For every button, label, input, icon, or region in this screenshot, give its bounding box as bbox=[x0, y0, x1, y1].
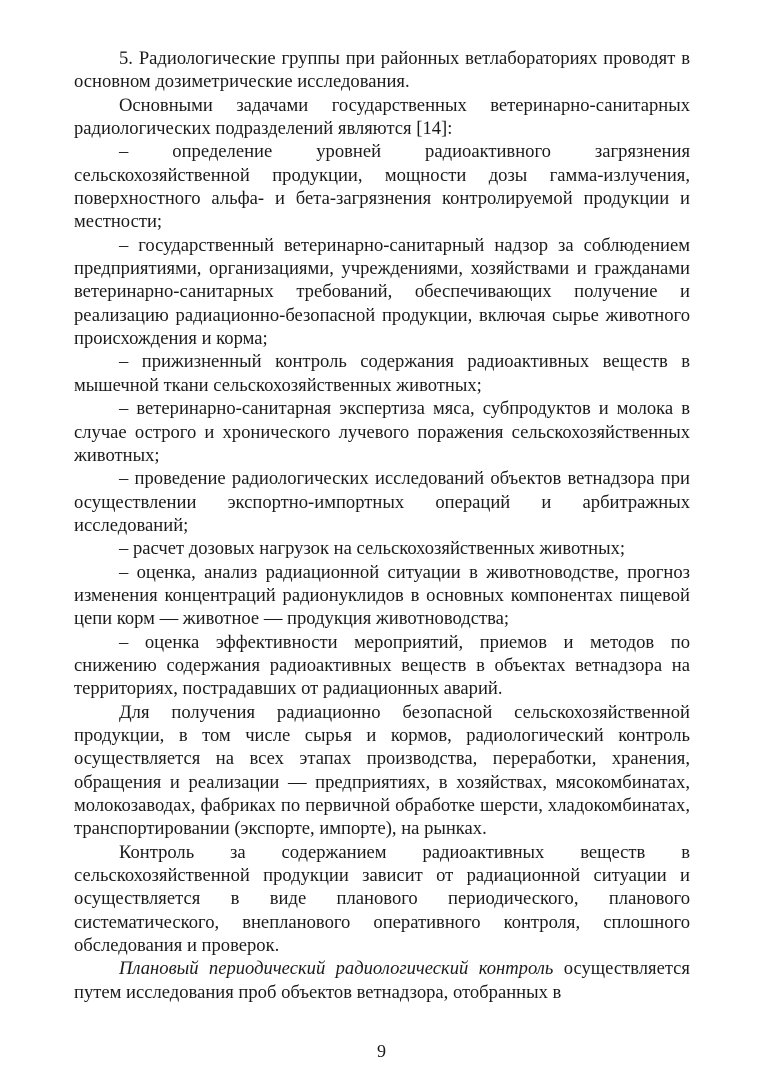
list-item-meat-expertise: – ветеринарно-санитарная экспертиза мяса, субпродуктов и молока в случае острого и хронического лучевого поражения сельскохозяйственных животных; bbox=[74, 398, 690, 466]
paragraph-periodic-control bbox=[74, 957, 690, 1004]
list-item-measures-efficiency: – оценка эффективности мероприятий, приемов и методов по снижению содержания радиоактивных веществ в объектах ветнадзора на территориях, пострадавших от радиационных аварий. bbox=[74, 631, 690, 700]
list-item-dose-calculation: – расчет дозовых нагрузок на сельскохозяйственных животных; bbox=[119, 538, 626, 560]
paragraph-radiology-groups: 5. Радиологические группы при районных ветлабораториях проводят в основном дозиметрические исследования. bbox=[74, 48, 690, 93]
paragraph-safe-production: Для получения радиационно безопасной сельскохозяйственной продукции, в том числе сырья и кормов, радиологический контроль осуществляется на всех этапах производства, переработки, хранения, обращения и реализации — предприятиях, в хозяйствах, мясокомбинатах, молокозаводах, фабриках по первичной обработке шерсти, хладокомбинатах, транспортировании (экспорте, импорте), на рынках. bbox=[74, 701, 690, 840]
body-text bbox=[74, 47, 690, 1004]
paragraph-periodic-control-text: осуществляется путем исследования проб объектов ветнадзора, отобранных в bbox=[74, 958, 690, 1003]
paragraph-main-tasks: Основными задачами государственных ветеринарно-санитарных радиологических подразделений являются [14]: bbox=[74, 94, 690, 140]
list-item-contamination-levels: – определение уровней радиоактивного загрязнения сельскохозяйственной продукции, мощности дозы гамма-излучения, поверхностного альфа- и бета-загрязнения контролируемой продукции и местности; bbox=[74, 141, 690, 233]
page-number: 9 bbox=[377, 1041, 386, 1061]
list-item-situation-analysis: – оценка, анализ радиационной ситуации в животноводстве, прогноз изменения концентраций радионуклидов в основных компонентах пищевой цепи корм — животное — продукция животноводства; bbox=[74, 561, 690, 630]
list-item-state-supervision: – государственный ветеринарно-санитарный надзор за соблюдением предприятиями, организациями, учреждениями, хозяйствами и гражданами ветеринарно-санитарных требований, обеспечивающих получение и реализацию радиационно-безопасной продукции, включая сырье животного происхождения и корма; bbox=[74, 234, 690, 350]
term-periodic-control: Плановый периодический радиологический контроль bbox=[119, 958, 554, 980]
list-item-export-import-research: – проведение радиологических исследований объектов ветнадзора при осуществлении экспортно-импортных операций и арбитражных исследований; bbox=[74, 468, 690, 536]
list-item-lifetime-control: – прижизненный контроль содержания радиоактивных веществ в мышечной ткани сельскохозяйственных животных; bbox=[74, 351, 690, 396]
paragraph-control-types: Контроль за содержанием радиоактивных веществ в сельскохозяйственной продукции зависит от радиационной ситуации и осуществляется в виде планового периодического, планового систематического, внепланового оперативного контроля, сплошного обследования и проверок. bbox=[74, 841, 690, 957]
